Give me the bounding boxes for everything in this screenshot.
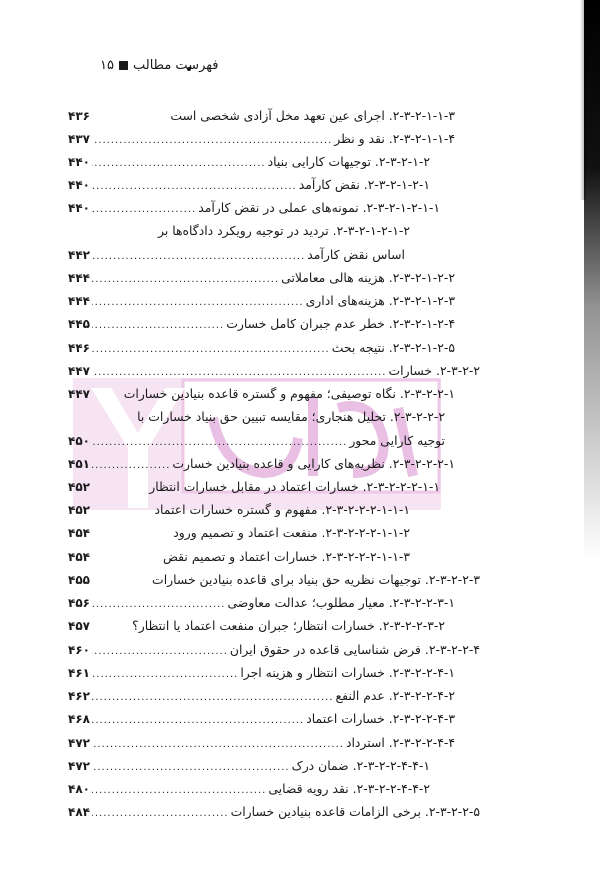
toc-entry [68,337,455,359]
toc-entry [68,592,455,614]
dot-leader [92,339,330,361]
toc-entry-title: ۲-۳-۲-۲-۴-۳. خسارات اعتماد [306,711,455,726]
dot-leader [92,803,229,825]
dot-leader [92,153,266,175]
toc-entry [68,197,440,219]
toc-entry-title: ۲-۳-۲-۲-۴-۴. استرداد [345,735,455,750]
dot-leader [92,780,266,802]
toc-entry-page-number: ۴۵۵ [68,573,90,587]
toc-entry-title: ۲-۳-۲-۲-۲-۱-۱-۱. مفهوم و گستره خسارات اعتماد [154,502,410,517]
toc-entry [68,430,445,452]
toc-entry-page-number: ۴۴۷ [68,364,90,378]
toc-entry [68,546,410,568]
dot-leader [92,292,304,314]
toc-entry-title: ۲-۳-۲-۱-۲. توجیهات کارایی بنیاد [267,154,430,169]
toc-entry-page-number: ۴۳۷ [68,132,90,146]
page-edge-shadow [584,0,600,560]
toc-entry [68,522,410,544]
toc-entry-page-number: ۴۳۶ [68,109,90,123]
toc-entry-title: ۲-۳-۲-۲-۲-۱. نظریه‌های کارایی و قاعده بنیادین خسارت [172,456,455,471]
toc-entry-title: ۲-۳-۲-۲-۲-۱-۱. خسارات اعتماد در مقابل خسارات انتظار [149,479,440,494]
dot-leader [92,269,279,291]
dot-leader [92,130,332,152]
toc-entry-page-number: ۴۴۴ [68,271,90,285]
toc-entry [68,313,455,335]
toc-entry-title: توجیه کارایی محور [349,433,445,448]
toc-entry-page-number: ۴۵۴ [68,550,90,564]
toc-entry [68,569,480,591]
toc-entry-page-number: ۴۵۷ [68,619,90,633]
dot-leader [92,455,170,477]
toc-entry-title: ۲-۳-۲-۲. خسارات [388,363,480,378]
toc-entry-page-number: ۴۴۰ [68,178,90,192]
toc-entry-title: ۲-۳-۲-۱-۲-۳. هزینه‌های اداری [305,293,455,308]
toc-entry-title: ۲-۳-۲-۲-۴. فرض شناسایی قاعده در حقوق ایران [229,642,480,657]
toc-entry-title: ۲-۳-۲-۲-۴-۴-۲. نقد رویه قضایی [268,781,430,796]
toc-entry [68,778,430,800]
toc-entry [68,105,455,127]
toc-entry-page-number: ۴۴۰ [68,155,90,169]
toc-entry-page-number: ۴۴۷ [68,387,90,401]
page-edge-gradient [580,0,586,200]
toc-entry-title: ۲-۳-۲-۲-۲-۱-۱-۲. منفعت اعتماد و تصمیم ورود [173,525,410,540]
running-header [100,58,218,73]
toc-entry [68,128,455,150]
toc-entry [68,732,455,754]
toc-entry-title: ۲-۳-۲-۲-۳-۲. خسارات انتظار؛ جبران منفعت اعتماد یا انتظار؟ [132,618,445,633]
dot-leader [92,687,334,709]
toc-entry-title: ۲-۳-۲-۲-۲. تحلیل هنجاری؛ مقایسه تبیین حق بنیاد خسارات با [137,409,445,424]
toc-entry-page-number: ۴۶۲ [68,689,90,703]
toc-entry [68,662,455,684]
toc-entry [68,174,430,196]
toc-entry-title: ۲-۳-۲-۱-۲-۲. هزینه هالی معاملاتی [281,270,455,285]
square-bullet-icon [119,61,128,70]
toc-entry-page-number: ۴۵۴ [68,526,90,540]
toc-entry-title: ۲-۳-۲-۲-۴-۱. خسارات انتظار و هزینه اجرا [240,665,455,680]
toc-entry [68,499,410,521]
toc-entry [68,685,455,707]
toc-entry [68,383,455,405]
dot-leader [92,176,297,198]
dot-leader [92,199,196,221]
dot-leader [92,246,305,268]
toc-entry [68,755,430,777]
toc-entry-title: ۲-۳-۲-۲-۴-۲. عدم النفع [335,688,455,703]
toc-entry-title: ۲-۳-۲-۱-۲-۱. نقض کارآمد [298,177,430,192]
toc-entry-title: ۲-۳-۲-۱-۲-۱-۲. تردید در توجیه رویکرد دادگاه‌ها بر [158,223,410,238]
dot-leader [92,362,387,384]
toc-entry [68,476,440,498]
header-page-number: ۱۵ [100,58,114,73]
header-title: فهرست مطالب [132,58,219,73]
dot-leader [92,664,238,686]
toc-entry-page-number: ۴۷۲ [68,736,90,750]
dot-leader [92,594,226,616]
toc-entry-page-number: ۴۷۲ [68,759,90,773]
toc-entry-page-number: ۴۶۰ [68,643,90,657]
toc-entry [68,290,455,312]
toc-entry-page-number: ۴۵۱ [68,457,90,471]
toc-entry [68,639,480,661]
toc-entry-title: ۲-۳-۲-۲-۳. توجیهات نظریه حق بنیاد برای قاعده بنیادین خسارات [152,572,480,587]
toc-entry [68,801,480,823]
dot-leader [92,757,290,779]
toc-entry-title: ۲-۳-۲-۱-۱-۳. اجرای عین تعهد مخل آزادی شخصی است [170,108,455,123]
toc-entry-page-number: ۴۸۰ [68,782,90,796]
toc-entry-page-number: ۴۶۸ [68,712,90,726]
toc-entry-page-number: ۴۴۴ [68,294,90,308]
toc-entry [68,220,410,242]
toc-entry-title: اساس نقض کارآمد [307,247,405,262]
dot-leader [92,641,228,663]
toc-entry-page-number: ۴۵۲ [68,480,90,494]
toc-entry-page-number: ۴۵۰ [68,434,90,448]
toc-entry-title: ۲-۳-۲-۱-۲-۱-۱. نمونه‌های عملی در نقض کارآمد [198,200,440,215]
toc-entry [68,453,455,475]
toc-entry-page-number: ۴۸۴ [68,805,90,819]
dot-leader [92,734,344,756]
dot-leader [92,710,304,732]
toc-entry [68,267,455,289]
toc-entry-title: ۲-۳-۲-۱-۲-۵. نتیجه بحث [331,340,455,355]
toc-entry-title: ۲-۳-۲-۲-۳-۱. معیار مطلوب؛ عدالت معاوضی [227,595,455,610]
toc-entry [68,151,430,173]
toc-entry-title: ۲-۳-۲-۲-۴-۴-۱. ضمان درک [291,758,430,773]
dot-leader [92,315,224,337]
toc-entry-title: ۲-۳-۲-۲-۵. برخی الزامات قاعده بنیادین خسارات [230,804,480,819]
toc-entry [68,406,445,428]
toc-entry-page-number: ۴۵۶ [68,596,90,610]
toc-entry-title: ۲-۳-۲-۱-۱-۴. نقد و نظر [334,131,455,146]
dot-leader [92,432,347,454]
toc-entry [68,244,405,266]
toc-entry-page-number: ۴۴۰ [68,201,90,215]
toc-entry-title: ۲-۳-۲-۱-۲-۴. خطر عدم جبران کامل خسارت [226,316,455,331]
toc-entry-title: ۲-۳-۲-۲-۲-۱-۱-۳. خسارات اعتماد و تصمیم نقض [162,549,410,564]
toc-entry-page-number: ۴۴۶ [68,341,90,355]
toc-entry-page-number: ۴۵۲ [68,503,90,517]
toc-entry-page-number: ۴۴۵ [68,317,90,331]
toc-entry [68,360,480,382]
toc-entry [68,708,455,730]
toc-entry-title: ۲-۳-۲-۲-۱. نگاه توصیفی؛ مفهوم و گستره قاعده بنیادین خسارات [123,386,455,401]
toc-entry-page-number: ۴۴۲ [68,248,90,262]
toc-entry-page-number: ۴۶۱ [68,666,90,680]
toc-entry [68,615,445,637]
